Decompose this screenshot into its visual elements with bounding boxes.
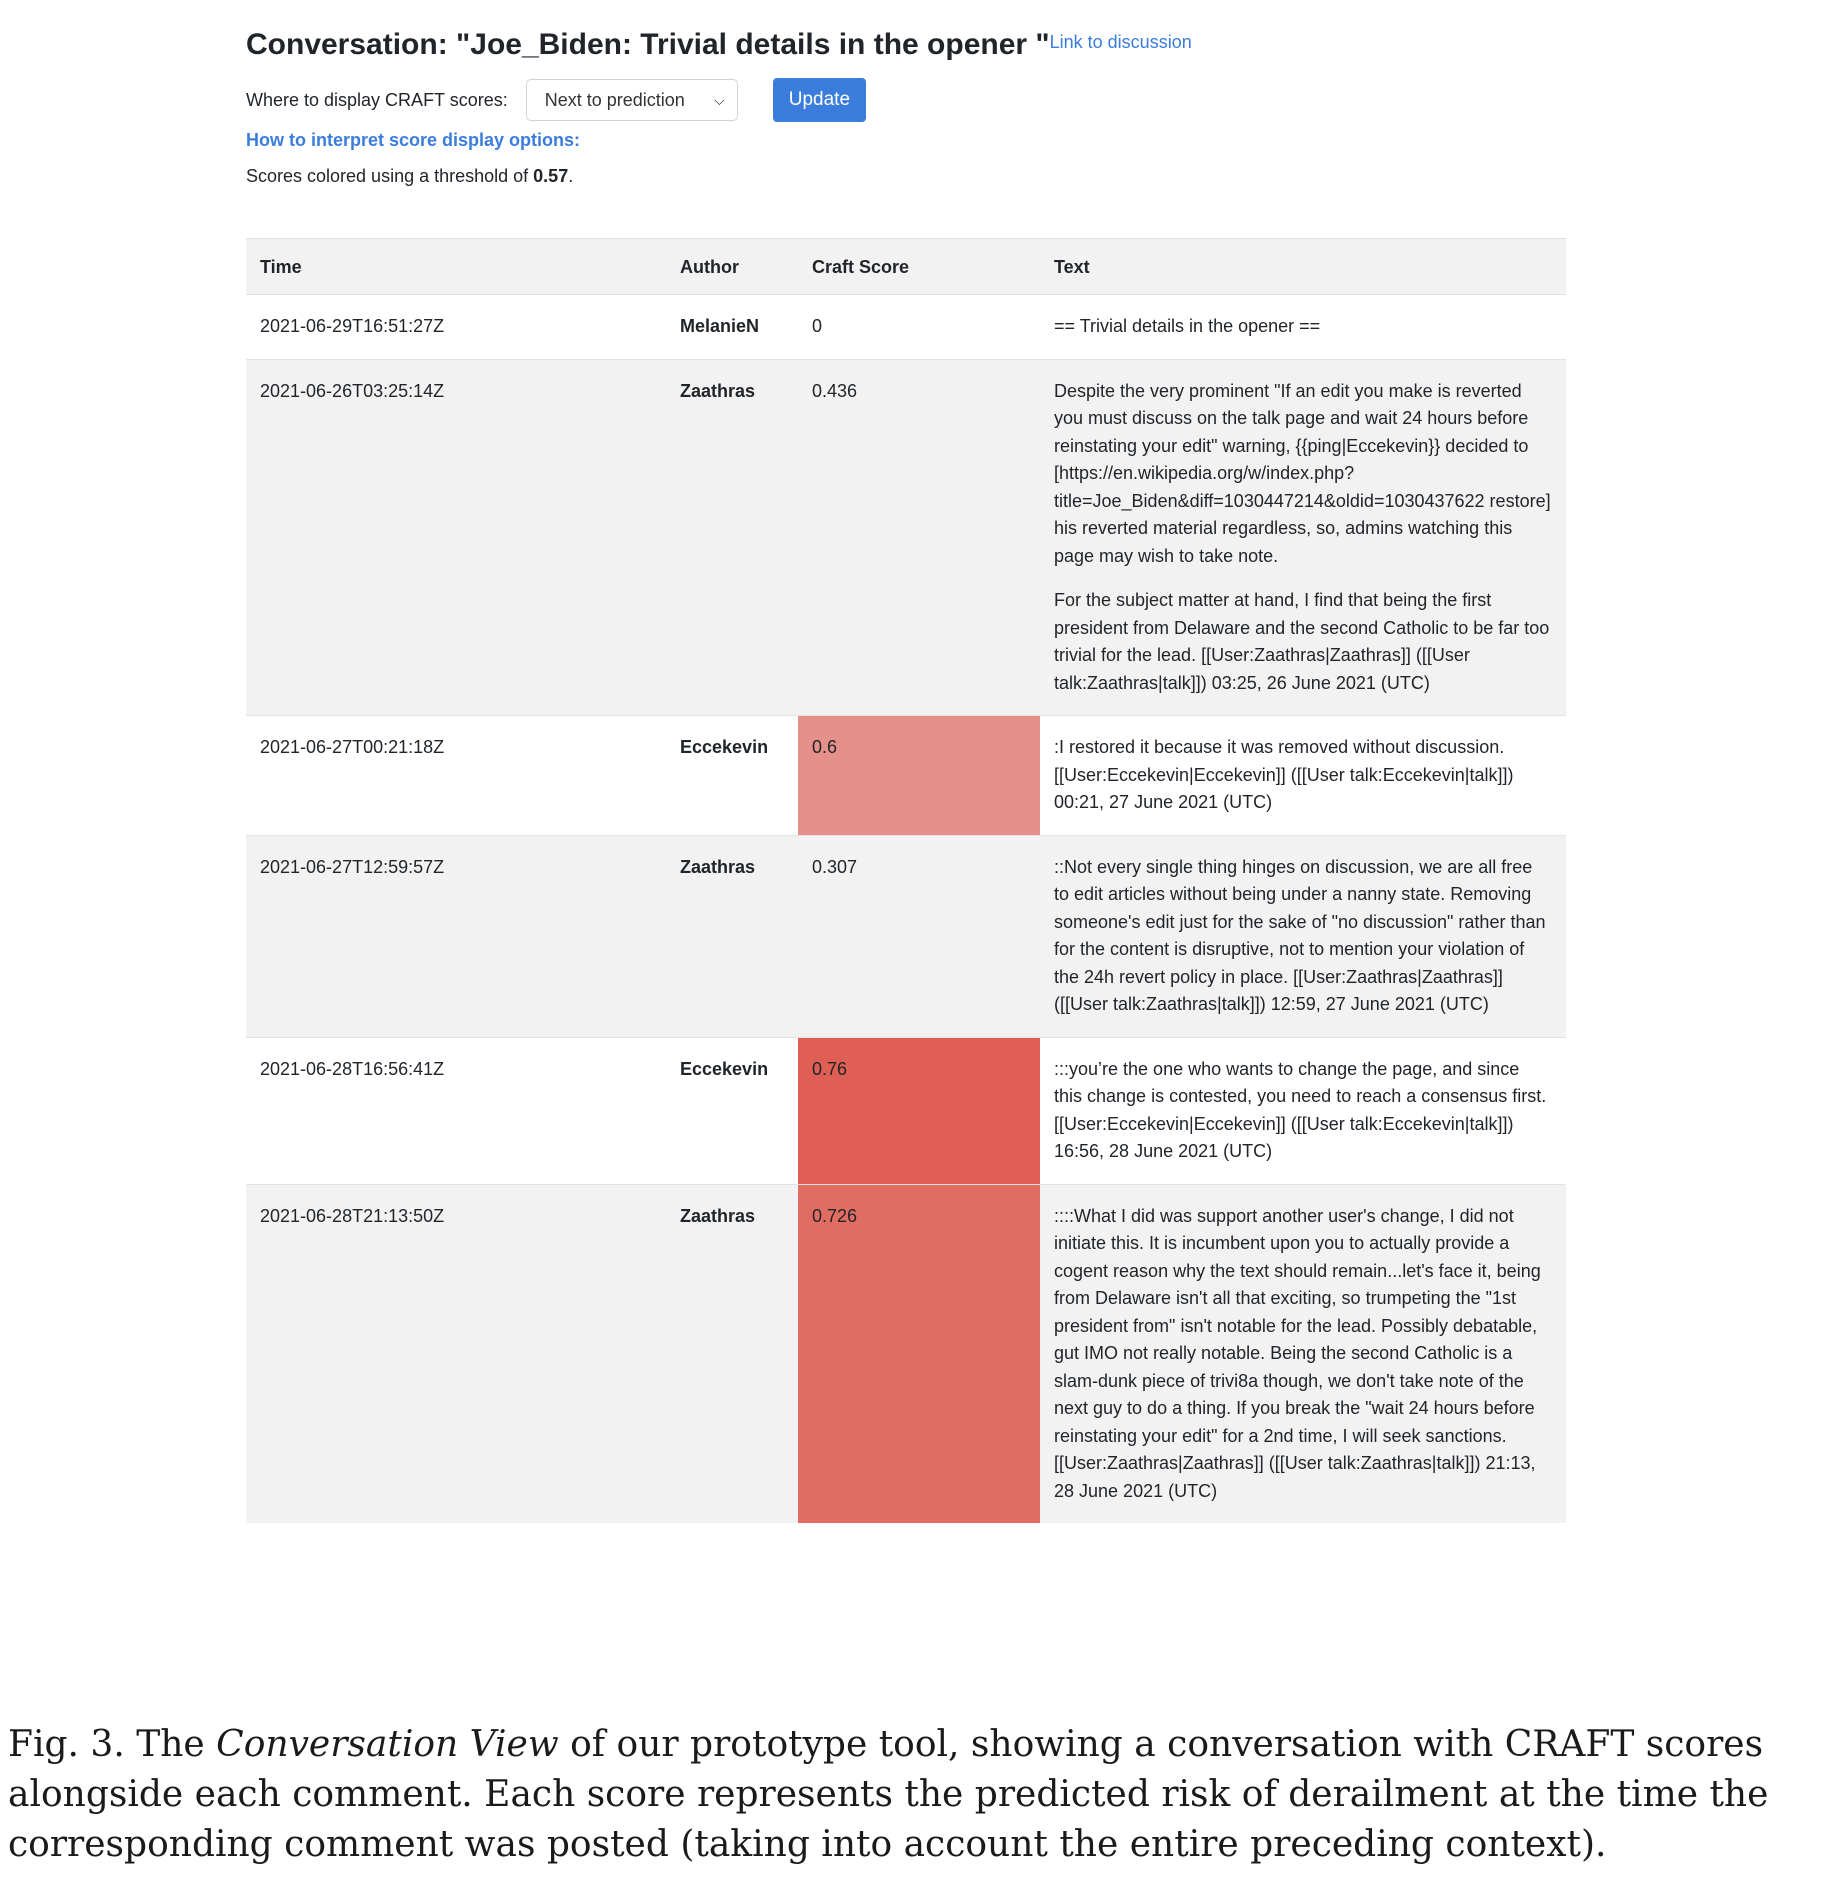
comment-paragraph: :::you’re the one who wants to change the page, and since this change is contested, you need to reach a consensus first. [[User:Eccekevin|Eccekevin]] ([[User talk:Eccekevin|talk]]) 16:56, 28 June 2021 (UTC) <box>1054 1058 1547 1161</box>
table-row <box>246 1037 1566 1184</box>
discussion-link[interactable]: Link to discussion <box>1049 32 1192 52</box>
header-text: Text <box>1040 239 1566 295</box>
cell-author: Eccekevin <box>666 716 798 836</box>
cell-text <box>1040 1037 1566 1184</box>
display-mode-select[interactable] <box>526 79 738 121</box>
cell-text <box>1040 295 1566 360</box>
table-row <box>246 835 1566 1037</box>
chevron-down-icon: ⌵ <box>714 91 725 108</box>
page-title: Conversation: "Joe_Biden: Trivial details in the opener " <box>246 28 1050 61</box>
cell-craft-score: 0.726 <box>798 1184 1040 1523</box>
comment-paragraph: == Trivial details in the opener == <box>1054 316 1321 336</box>
display-label: Where to display CRAFT scores: <box>246 89 508 110</box>
cell-time: 2021-06-27T12:59:57Z <box>246 835 666 1037</box>
caption-italic: Conversation View <box>216 1724 559 1765</box>
cell-craft-score: 0.307 <box>798 835 1040 1037</box>
threshold-value: 0.57 <box>533 166 569 186</box>
update-button[interactable]: Update <box>773 78 866 122</box>
threshold-suffix: . <box>568 166 574 186</box>
comment-paragraph: :I restored it because it was removed without discussion. [[User:Eccekevin|Eccekevin]] ([[User talk:Eccekevin|talk]]) 00:21, 27 June 2021 (UTC) <box>1054 737 1514 812</box>
figure-caption <box>8 1720 1828 1870</box>
cell-time: 2021-06-28T16:56:41Z <box>246 1037 666 1184</box>
interpret-options-link[interactable]: How to interpret score display options: <box>246 130 581 150</box>
cell-author: MelanieN <box>666 295 798 360</box>
comment-paragraph: Despite the very prominent "If an edit you make is reverted you must discuss on the talk page and wait 24 hours before reinstating your edit" warning, {{ping|Eccekevin}} decided to [https://en.wikipedia.org/w/index.php?title=Joe_Biden&diff=1030447214&oldid=1030437622 restore] his reverted material regardless, so, admins watching this page may wish to take note. <box>1054 380 1551 566</box>
score-display-controls <box>246 78 866 122</box>
display-mode-value: Next to prediction <box>544 89 685 110</box>
caption-prefix: Fig. 3. The <box>8 1724 217 1765</box>
cell-text <box>1040 835 1566 1037</box>
cell-craft-score: 0.6 <box>798 716 1040 836</box>
header-craft-score: Craft Score <box>798 239 1040 295</box>
comment-paragraph: ::::What I did was support another user's change, I did not initiate this. It is incumbent upon you to actually provide a cogent reason why the text should remain...let's face it, being from Delaware isn't all that exciting, so trumpeting the "1st president from" isn't notable for the lead. Possibly debatable, gut IMO not really notable. Being the second Catholic is a slam-dunk piece of trivi8a though, we don't take note of the next guy to do a thing. If you break the "wait 24 hours before reinstating your edit" for a 2nd time, I will seek sanctions. [[User:Zaathras|Zaathras]] ([[User talk:Zaathras|talk]]) 21:13, 28 June 2021 (UTC) <box>1054 1205 1541 1501</box>
cell-author: Zaathras <box>666 359 798 716</box>
title-row <box>246 28 1192 62</box>
cell-time: 2021-06-26T03:25:14Z <box>246 359 666 716</box>
cell-craft-score: 0 <box>798 295 1040 360</box>
caption-suffix: of our prototype tool, showing a conversation with CRAFT scores alongside each comment. Each score represents the predicted risk of derailment at the time the corresponding comment was posted (taking into account the entire preceding context). <box>8 1724 1769 1865</box>
cell-time: 2021-06-27T00:21:18Z <box>246 716 666 836</box>
comment-paragraph: For the subject matter at hand, I find that being the first president from Delaware and the second Catholic to be far too trivial for the lead. [[User:Zaathras|Zaathras]] ([[User talk:Zaathras|talk]]) 03:25, 26 June 2021 (UTC) <box>1054 590 1550 693</box>
threshold-prefix: Scores colored using a threshold of <box>246 166 534 186</box>
threshold-note <box>246 166 573 187</box>
cell-author: Eccekevin <box>666 1037 798 1184</box>
table-row <box>246 1184 1566 1523</box>
table-header-row <box>246 239 1566 295</box>
cell-craft-score: 0.76 <box>798 1037 1040 1184</box>
cell-author: Zaathras <box>666 835 798 1037</box>
table-row <box>246 716 1566 836</box>
cell-text <box>1040 359 1566 716</box>
comments-table <box>246 238 1566 1523</box>
header-author: Author <box>666 239 798 295</box>
cell-text <box>1040 716 1566 836</box>
comment-paragraph: ::Not every single thing hinges on discussion, we are all free to edit articles without being under a nanny state. Removing someone's edit just for the sake of "no discussion" rather than for the content is disruptive, not to mention your violation of the 24h revert policy in place. [[User:Zaathras|Zaathras]] ([[User talk:Zaathras|talk]]) 12:59, 27 June 2021 (UTC) <box>1054 856 1546 1014</box>
table-row <box>246 359 1566 716</box>
table-row <box>246 295 1566 360</box>
cell-time: 2021-06-29T16:51:27Z <box>246 295 666 360</box>
header-time: Time <box>246 239 666 295</box>
cell-craft-score: 0.436 <box>798 359 1040 716</box>
cell-text <box>1040 1184 1566 1523</box>
cell-time: 2021-06-28T21:13:50Z <box>246 1184 666 1523</box>
cell-author: Zaathras <box>666 1184 798 1523</box>
